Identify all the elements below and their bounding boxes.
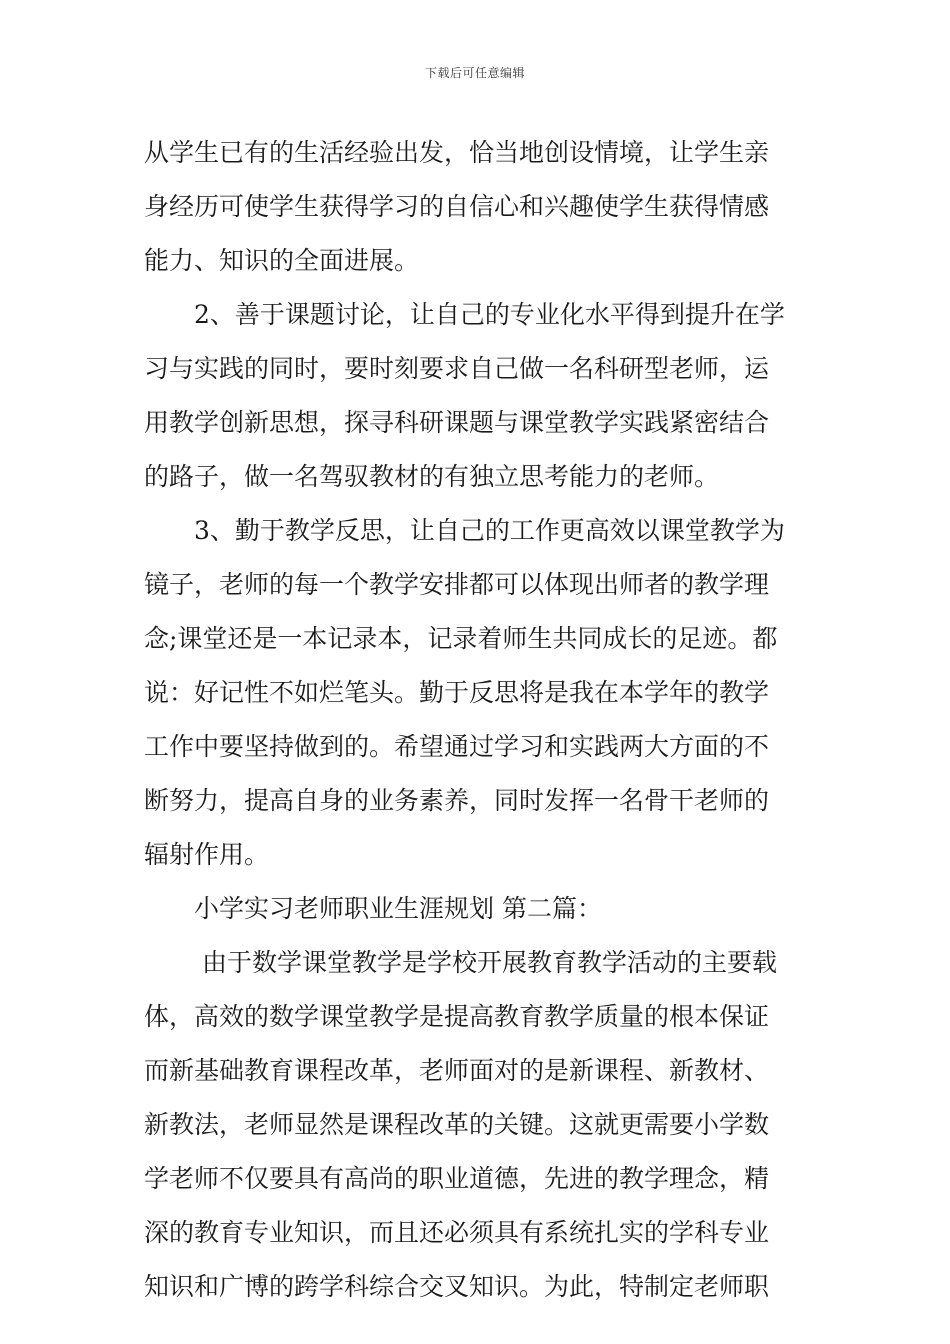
text-line: 而新基础教育课程改革，老师面对的是新课程、新教材、 xyxy=(144,1056,770,1085)
text-line: 用教学创新思想，探寻科研课题与课堂教学实践紧密结合 xyxy=(144,408,770,437)
text-line: 断努力，提高自身的业务素养，同时发挥一名骨干老师的 xyxy=(144,786,770,815)
text-line: 知识和广博的跨学科综合交叉知识。为此，特制定老师职 xyxy=(144,1272,770,1301)
text-line: 由于数学课堂教学是学校开展教育教学活动的主要载 xyxy=(202,948,778,977)
page-header: 下载后可任意编辑 xyxy=(424,66,525,80)
text-line: 从学生已有的生活经验出发，恰当地创设情境，让学生亲 xyxy=(144,138,770,167)
text-line: 能力、知识的全面进展。 xyxy=(144,246,420,275)
text-line: 习与实践的同时，要时刻要求自己做一名科研型老师，运 xyxy=(144,354,770,383)
text-line: 镜子，老师的每一个教学安排都可以体现出师者的教学理 xyxy=(144,570,770,599)
text-line: 工作中要坚持做到的。希望通过学习和实践两大方面的不 xyxy=(144,732,770,761)
text-line: 深的教育专业知识，而且还必须具有系统扎实的学科专业 xyxy=(144,1218,770,1247)
text-line: 学老师不仅要具有高尚的职业道德，先进的教学理念，精 xyxy=(144,1164,770,1193)
text-line: 小学实习老师职业生涯规划 第二篇： xyxy=(194,894,602,923)
text-line: 辐射作用。 xyxy=(144,840,270,869)
text-line: 新教法，老师显然是课程改革的关键。这就更需要小学数 xyxy=(144,1110,770,1139)
document-body xyxy=(144,126,812,1314)
text-line: 体，高效的数学课堂教学是提高教育教学质量的根本保证 xyxy=(144,1002,770,1031)
text-line: 说：好记性不如烂笔头。勤于反思将是我在本学年的教学 xyxy=(144,678,770,707)
text-line: 念;课堂还是一本记录本，记录着师生共同成长的足迹。都 xyxy=(144,624,778,653)
text-line: 2、善于课题讨论，让自己的专业化水平得到提升在学 xyxy=(194,300,785,329)
text-line: 身经历可使学生获得学习的自信心和兴趣使学生获得情感 xyxy=(144,192,770,221)
text-line: 的路子，做一名驾驭教材的有独立思考能力的老师。 xyxy=(144,462,720,491)
text-line: 3、勤于教学反思，让自己的工作更高效以课堂教学为 xyxy=(194,516,785,545)
